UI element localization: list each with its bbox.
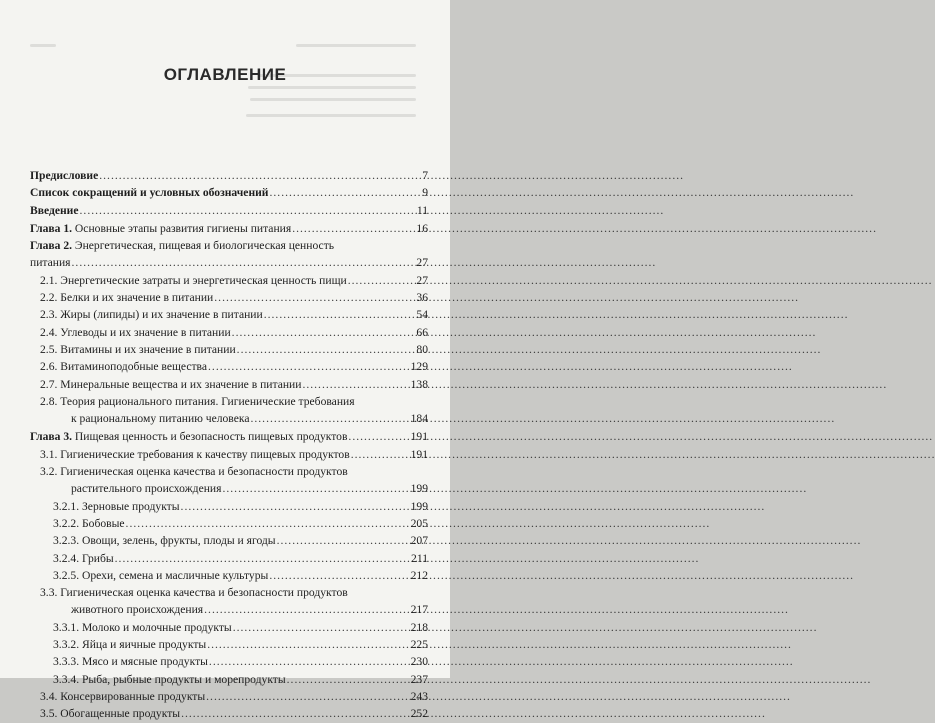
toc-page: 66 [416,325,428,339]
page-title: ОГЛАВЛЕНИЕ [163,65,287,84]
chapter-title: Энергетическая, пищевая и биологическая ценность [72,239,335,253]
toc-title: 3.5. Обогащенные продукты [40,707,181,721]
toc-title: 2.4. Углеводы и их значение в питании [40,325,231,339]
toc-page: 218 [410,620,428,634]
toc-page: 54 [416,308,428,322]
toc-entry-3-2-1 [30,498,428,515]
dot-leader [207,636,409,653]
toc-title: 3.3.2. Яйца и яичные продукты [53,638,207,652]
dot-leader [214,289,415,306]
toc-entry-3-4 [30,688,428,705]
toc-page: 212 [410,568,428,582]
toc-entry-3-3 [30,601,428,618]
toc-title: 3.2.1. Зерновые продукты [53,499,180,513]
toc-entry-3-2-5 [30,567,428,584]
toc-page: 217 [410,603,428,617]
chapter-prefix: Глава 2. [30,239,73,253]
dot-leader [277,532,410,549]
toc-entry-3-2-line1: 3.2. Гигиеническая оценка качества и безопасности продуктов [40,465,348,479]
toc-entry-2-4 [30,324,428,341]
toc-title: 3.2.4. Грибы [53,551,114,565]
toc-entry-3-2-2 [30,515,428,532]
toc-page: 80 [416,342,428,356]
toc-entry-2-8 [30,410,428,427]
toc-title-continuation: к рациональному питанию человека [71,412,250,426]
toc-entry-3-3-2 [30,636,428,653]
toc-entry-3-3-3 [30,653,428,670]
dot-leader [99,167,421,184]
dot-leader [126,515,410,532]
dot-leader [208,358,410,375]
book-page [0,0,450,721]
toc-title: 3.2.2. Бобовые [53,516,125,530]
toc-title: 3.2.3. Овощи, зелень, фрукты, плоды и ягоды [53,534,276,548]
toc-page: 211 [411,551,428,565]
toc-page: 199 [410,482,428,496]
toc-title: 2.6. Витаминоподобные вещества [40,360,208,374]
dot-leader [233,619,410,636]
toc-page: 36 [416,291,428,305]
toc-title-continuation: животного происхождения [71,603,204,617]
dot-leader [264,306,416,323]
toc-page: 9 [422,186,428,200]
toc-title-continuation: питания [30,256,71,270]
toc-page: 184 [410,412,428,426]
toc-entry-2-6 [30,358,428,375]
chapter-title: Основные этапы развития гигиены питания [72,221,292,235]
toc-entry-intro [30,202,428,219]
toc-entry-chapter-2 [30,254,428,271]
toc-page: 230 [410,655,428,669]
dot-leader [270,184,422,201]
toc-title: 3.4. Консервированные продукты [40,689,206,703]
dot-leader [287,671,410,688]
dot-leader [292,220,415,237]
toc-entry-3-2 [30,480,428,497]
toc-page: 191 [410,447,428,461]
toc-page: 237 [410,672,428,686]
toc-title [30,220,291,237]
toc-title: 3.3.4. Рыба, рыбные продукты и морепродукты [53,672,286,686]
dot-leader [237,341,416,358]
toc-title-continuation: растительного происхождения [71,482,222,496]
toc-title: 2.2. Белки и их значение в питании [40,291,214,305]
table-of-contents [30,167,428,723]
toc-title: 3.3.3. Мясо и мясные продукты [53,655,208,669]
dot-leader [222,480,409,497]
toc-entry-abbreviations [30,184,428,201]
toc-page: 205 [410,516,428,530]
toc-page: 191 [410,430,428,444]
toc-page: 243 [410,689,428,703]
toc-entry-2-2 [30,289,428,306]
toc-page: 199 [410,499,428,513]
toc-page: 27 [416,273,428,287]
dot-leader [351,446,410,463]
toc-entry-2-7 [30,376,428,393]
toc-entry-preface [30,167,428,184]
toc-title: Предисловие [30,169,99,182]
dot-leader [348,428,409,445]
toc-title: 2.7. Минеральные вещества и их значение в питании [40,377,302,391]
toc-title: 2.1. Энергетические затраты и энергетическая ценность пищи [40,273,347,287]
toc-entry-chapter-1 [30,220,428,237]
toc-entry-3-3-4 [30,671,428,688]
toc-title: Список сокращений и условных обозначений [30,186,269,200]
dot-leader [72,254,416,271]
toc-title [30,428,347,445]
toc-entry-2-8-line1: 2.8. Теория рационального питания. Гигиенические требования [40,394,355,408]
dot-leader [115,550,410,567]
dot-leader [181,498,410,515]
toc-entry-3-3-line1: 3.3. Гигиеническая оценка качества и безопасности продуктов [40,586,348,600]
toc-entry-2-1 [30,272,428,289]
toc-entry-3-2-4 [30,550,428,567]
toc-page: 207 [410,534,428,548]
toc-title: Введение [30,203,79,217]
dot-leader [250,410,409,427]
toc-entry-chapter-3 [30,428,428,445]
dot-leader [206,688,409,705]
dot-leader [204,601,409,618]
toc-entry-3-3-1 [30,619,428,636]
toc-page: 16 [416,221,428,235]
toc-title: 2.3. Жиры (липиды) и их значение в питании [40,308,263,322]
toc-page: 7 [422,169,428,182]
chapter-title: Пищевая ценность и безопасность пищевых продуктов [72,430,348,444]
toc-title: 3.1. Гигиенические требования к качеству пищевых продуктов [40,447,350,461]
dot-leader [348,272,416,289]
dot-leader [80,202,416,219]
toc-title: 3.2.5. Орехи, семена и масличные культуры [53,568,269,582]
toc-entry-3-2-3 [30,532,428,549]
toc-title: 3.3.1. Молоко и молочные продукты [53,620,232,634]
toc-page: 225 [410,638,428,652]
toc-page: 252 [410,707,428,721]
toc-entry-2-3 [30,306,428,323]
toc-page: 11 [416,203,428,217]
toc-page: 27 [416,256,428,270]
dot-leader [232,324,416,341]
toc-page: 138 [410,377,428,391]
chapter-prefix: Глава 3. [30,430,73,444]
dot-leader [209,653,410,670]
toc-entry-2-5 [30,341,428,358]
dot-leader [302,376,409,393]
toc-title: 2.5. Витамины и их значение в питании [40,342,236,356]
dot-leader [181,705,410,722]
chapter-prefix: Глава 1. [30,221,73,235]
toc-entry-chapter-2-line1 [30,237,428,254]
toc-page: 129 [410,360,428,374]
dot-leader [269,567,409,584]
toc-entry-3-1 [30,446,428,463]
toc-entry-3-5 [30,705,428,722]
